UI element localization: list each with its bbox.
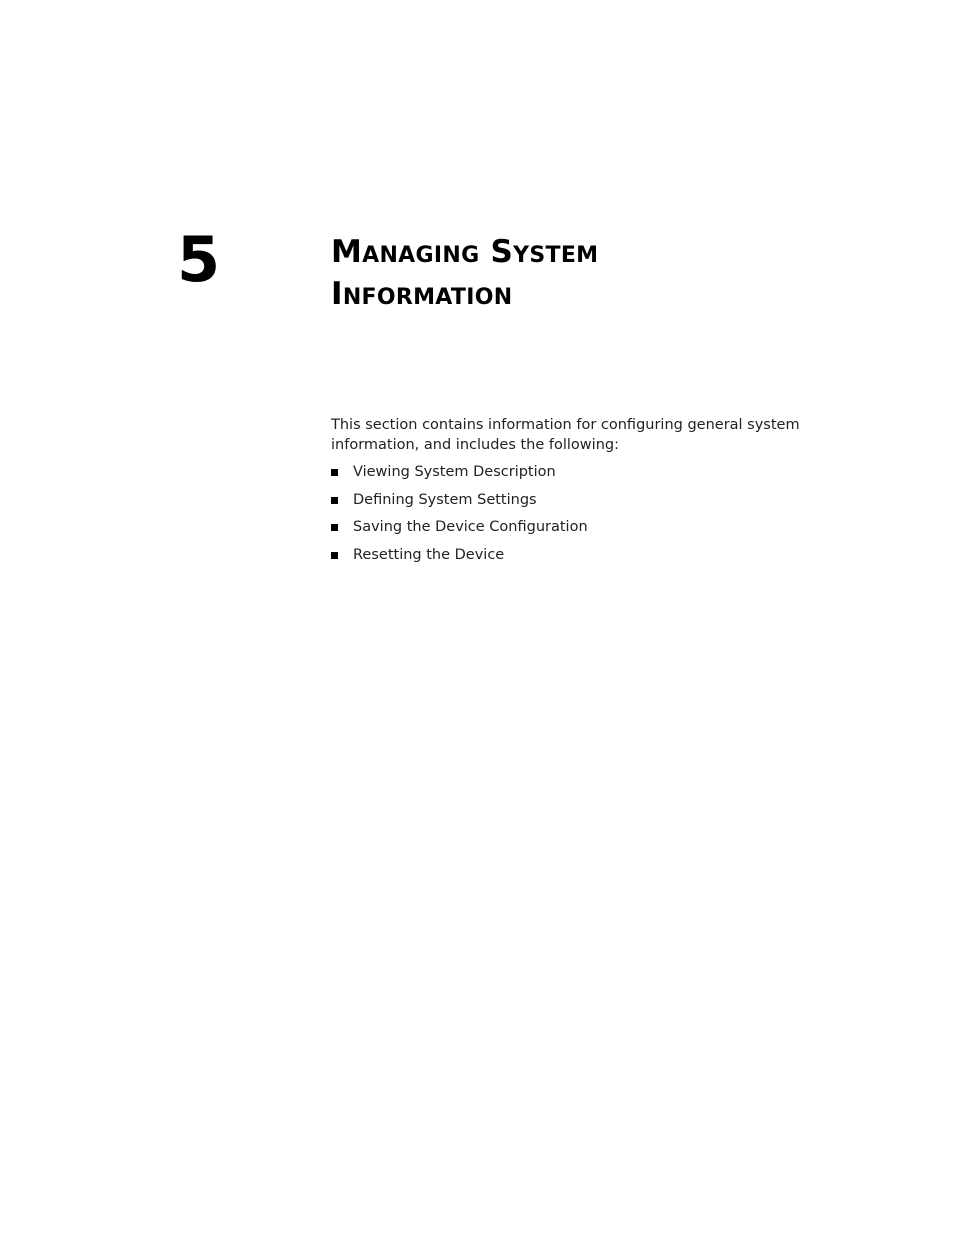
topic-label: Viewing System Description xyxy=(353,464,556,480)
intro-text: This section contains information for configuring general system information, and includes the following: xyxy=(331,417,800,453)
chapter-title xyxy=(331,231,851,315)
chapter-title-line-1: Managing System xyxy=(331,234,599,270)
chapter-number: 5 xyxy=(177,223,221,296)
intro-paragraph xyxy=(331,415,801,455)
topic-list xyxy=(331,461,588,571)
chapter-title-line-2: Information xyxy=(331,276,513,312)
topic-label: Defining System Settings xyxy=(353,491,537,508)
topic-item xyxy=(331,516,588,544)
topic-item xyxy=(331,544,588,572)
topic-label: Resetting the Device xyxy=(353,546,505,563)
topic-item xyxy=(331,461,588,489)
square-bullet-icon xyxy=(331,552,338,559)
topic-label: Saving the Device Configuration xyxy=(353,519,588,535)
square-bullet-icon xyxy=(331,497,338,504)
topic-item xyxy=(331,489,588,517)
square-bullet-icon xyxy=(331,469,338,476)
square-bullet-icon xyxy=(331,524,338,531)
